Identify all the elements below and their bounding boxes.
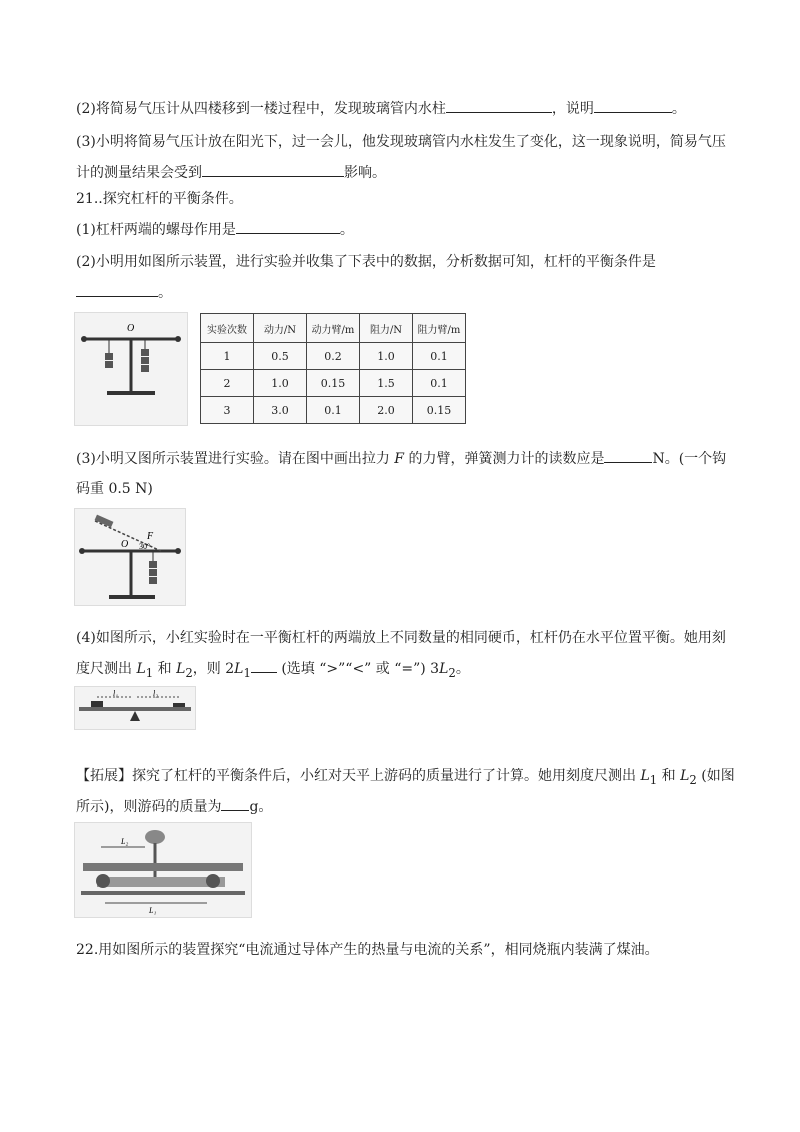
table-cell: 1.0 — [254, 370, 307, 397]
table-row — [201, 343, 466, 370]
ext-l2-subscript: 2 — [689, 772, 697, 787]
l1-subscript: 1 — [145, 665, 154, 680]
3l2-subscript: 2 — [448, 665, 456, 680]
q21-part3-line2: 码重 0.5 N) — [76, 481, 153, 497]
table-header-cell: 实验次数 — [201, 314, 254, 343]
table-cell: 1.0 — [360, 343, 413, 370]
extension-text-c: 所示)，则游码的质量为 — [76, 799, 222, 815]
ext-l1-subscript: 1 — [649, 772, 658, 787]
q20-part2-blank-1[interactable] — [446, 98, 552, 113]
q21-part4-line1: (4)如图所示，小红实验时在一平衡杠杆的两端放上不同数量的相同硬币，杠杆仍在水平位置平衡。她用刻 — [76, 630, 726, 646]
table-cell: 1 — [201, 343, 254, 370]
q20-part3-line2 — [76, 162, 386, 183]
q20-part2-blank-2[interactable] — [594, 98, 672, 113]
l1-symbol: L — [136, 661, 146, 677]
fig2-angle-label: 30° — [139, 542, 151, 551]
lever-figure-3-drawing — [75, 687, 195, 729]
table-row — [201, 370, 466, 397]
fig2-pivot-label: O — [121, 539, 129, 550]
q20-part3-text-a: 计的测量结果会受到 — [76, 165, 202, 181]
extension-text-b: (如图 — [696, 768, 735, 784]
q21-part1-text-a: (1)杠杆两端的螺母作用是 — [76, 222, 236, 238]
table-cell: 1.5 — [360, 370, 413, 397]
table-cell: 0.15 — [307, 370, 360, 397]
table-header-row — [201, 314, 466, 343]
lever-figure-1 — [74, 312, 188, 426]
balance-figure-drawing — [75, 823, 251, 917]
table-header-cell: 动力臂/m — [307, 314, 360, 343]
q21-part1 — [76, 219, 354, 240]
q21-part3-text-a: (3)小明又图所示装置进行实验。请在图中画出拉力 — [76, 451, 395, 467]
3l2-symbol: L — [439, 661, 449, 677]
q21-part4-end: 。 — [455, 661, 470, 677]
q21-part2-line2 — [76, 282, 172, 303]
table-cell: 0.1 — [307, 397, 360, 424]
l2-subscript: 2 — [185, 665, 193, 680]
fig1-pivot-label: O — [127, 323, 135, 334]
q20-part3-text-b: 影响。 — [344, 165, 386, 181]
ext-l2-symbol: L — [680, 768, 690, 784]
force-f-symbol: F — [394, 451, 404, 467]
q21-part4-fill-hint: (选填 “>”“<” 或 “=”) 3 — [281, 661, 440, 677]
table-header-cell: 阻力臂/m — [413, 314, 466, 343]
lever-figure-2 — [74, 508, 186, 606]
fig4-l2-label: L₂ — [121, 837, 129, 846]
2l1-symbol: L — [234, 661, 244, 677]
table-header-cell: 阻力/N — [360, 314, 413, 343]
ext-l1-symbol: L — [640, 768, 650, 784]
table-cell: 3.0 — [254, 397, 307, 424]
fig2-force-label: F — [147, 531, 154, 542]
q21-part3-text-b: 的力臂，弹簧测力计的读数应是 — [404, 451, 605, 467]
table-cell: 2 — [201, 370, 254, 397]
q20-part2-text-b: ，说明 — [551, 101, 594, 117]
q22-text: 22.用如图所示的装置探究“电流通过导体产生的热量与电流的关系”，相同烧瓶内装满了煤油。 — [76, 942, 659, 958]
extension-text-a: 【拓展】探究了杠杆的平衡条件后，小红对天平上游码的质量进行了计算。她用刻度尺测出 — [76, 768, 641, 784]
fig3-l1-label: l₁ — [113, 689, 119, 698]
q21-part3-blank[interactable] — [604, 448, 652, 463]
q21-part4-line2 — [76, 658, 470, 683]
q21-part3-line1 — [76, 448, 726, 469]
table-cell: 3 — [201, 397, 254, 424]
fig3-l2-label: l₂ — [153, 689, 159, 698]
table-header-cell: 动力/N — [254, 314, 307, 343]
q21-part4-text-a: 度尺测出 — [76, 661, 137, 677]
q21-part4-and: 和 — [153, 661, 177, 677]
extension-line1 — [76, 766, 735, 790]
q20-part3-line1: (3)小明将简易气压计放在阳光下，过一会儿，他发现玻璃管内水柱发生了变化，这一现象说明，简易气压 — [76, 134, 726, 150]
q20-part2-text-a: (2)将简易气压计从四楼移到一楼过程中，发现玻璃管内水柱 — [76, 101, 446, 117]
q21-part2-line1: (2)小明用如图所示装置，进行实验并收集了下表中的数据，分析数据可知，杠杆的平衡条件是 — [76, 254, 656, 270]
table-row — [201, 397, 466, 424]
extension-line2 — [76, 796, 272, 817]
lever-data-table — [200, 313, 466, 424]
q21-part1-blank[interactable] — [236, 219, 340, 234]
lever-figure-3 — [74, 686, 196, 730]
q21-part2-end: 。 — [158, 285, 172, 301]
lever-figure-1-drawing — [75, 313, 187, 425]
balance-figure — [74, 822, 252, 918]
extension-and: 和 — [657, 768, 681, 784]
table-cell: 0.5 — [254, 343, 307, 370]
table-cell: 2.0 — [360, 397, 413, 424]
table-cell: 0.1 — [413, 343, 466, 370]
q21-part1-text-b: 。 — [339, 222, 354, 238]
table-cell: 0.15 — [413, 397, 466, 424]
q20-part3-blank[interactable] — [202, 162, 344, 177]
fig4-l1-label: L₁ — [149, 906, 157, 915]
q21-part4-blank[interactable] — [251, 658, 277, 673]
table-cell: 0.1 — [413, 370, 466, 397]
q21-part3-text-c: N。(一个钩 — [652, 451, 727, 467]
lever-figure-2-drawing — [75, 509, 185, 605]
table-cell: 0.2 — [307, 343, 360, 370]
q21-part4-then: ，则 2 — [192, 661, 235, 677]
extension-blank[interactable] — [221, 796, 249, 811]
l2-symbol: L — [176, 661, 186, 677]
q21-title: 21..探究杠杆的平衡条件。 — [76, 191, 243, 207]
extension-text-d: g。 — [249, 799, 273, 815]
2l1-subscript: 1 — [243, 665, 251, 680]
q20-part2 — [76, 98, 686, 119]
q21-part2-blank[interactable] — [76, 282, 158, 297]
q20-part2-text-c: 。 — [671, 101, 686, 117]
